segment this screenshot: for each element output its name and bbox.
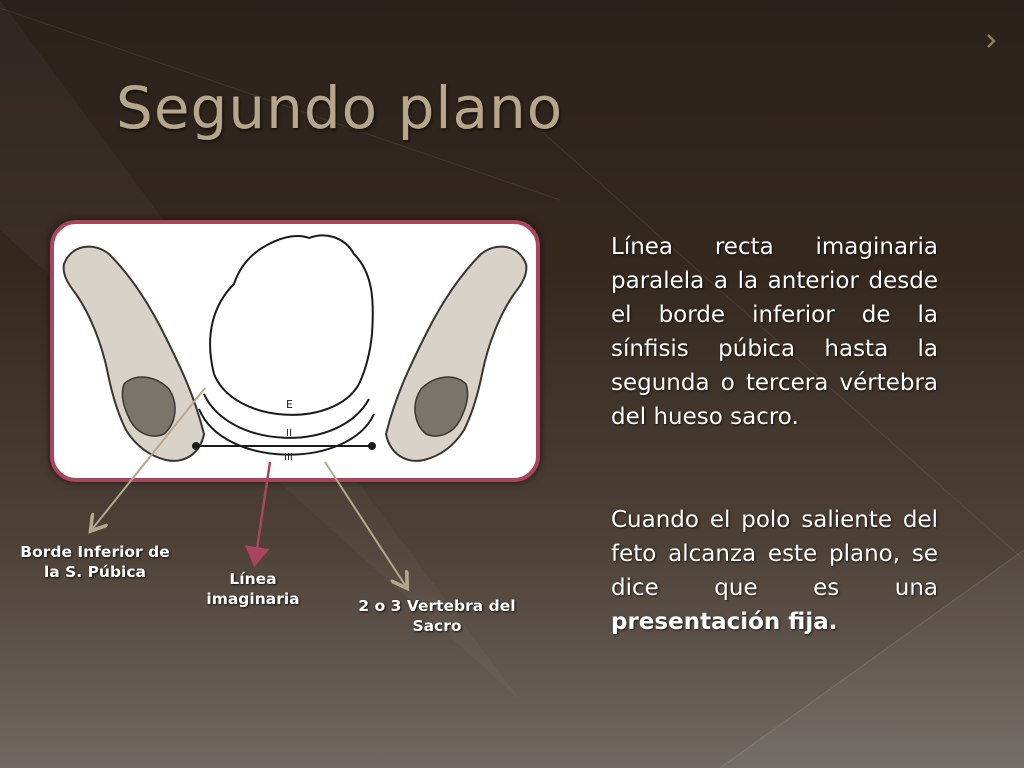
plane-mark-e: E — [286, 398, 293, 411]
label-linea-imaginaria: Línea imaginaria — [206, 570, 300, 609]
presentation-fija-emphasis: presentación fija. — [611, 609, 838, 635]
label-borde-inferior: Borde Inferior de la S. Púbica — [20, 543, 170, 582]
paragraph-presentation — [611, 503, 938, 639]
pelvis-diagram — [50, 220, 540, 482]
plane-mark-iii: III — [284, 452, 293, 463]
plane-mark-ii: II — [286, 428, 292, 439]
paragraph-presentation-text: Cuando el polo saliente del feto alcanza este plano, se dice que es una — [611, 507, 938, 601]
slide-title: Segundo plano — [116, 74, 564, 142]
paragraph-definition: Línea recta imaginaria paralela a la anterior desde el borde inferior de la sínfisis púbica hasta la segunda o tercera vértebra del hueso sacro. — [611, 234, 938, 430]
label-vertebra-sacro: 2 o 3 Vertebra del Sacro — [358, 597, 516, 636]
chevron-right-icon — [988, 35, 994, 47]
